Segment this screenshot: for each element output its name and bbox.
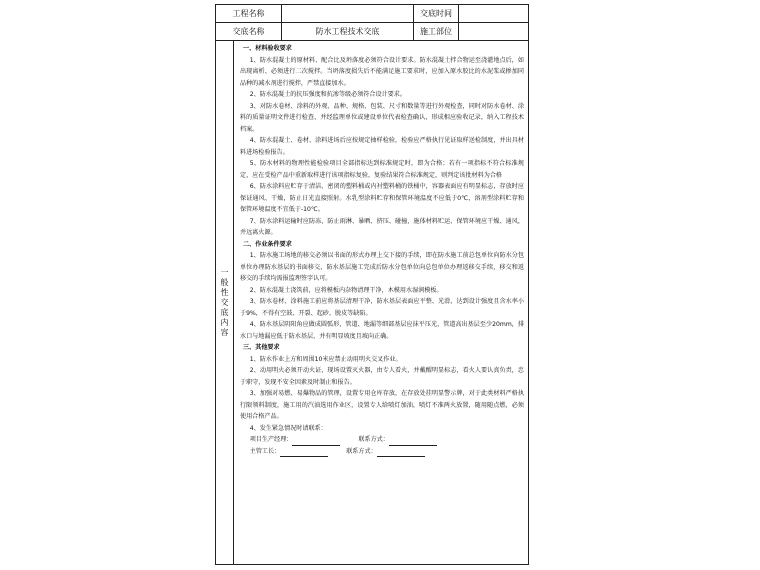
section-paragraph: 1、防水混凝土的原材料、配合比及坍落度必须符合设计要求。防水混凝土拌合物运至浇灌地点后，如出现离析、必须进行二次搅拌。当坍落度损失后不能满足施工要求时，应加入原水胶比的水泥浆或掺加同品种的减水剂进行搅拌，严禁直接加水。 (240, 56, 524, 87)
foreman-blank[interactable] (280, 448, 328, 457)
date-label: 交底时间 (414, 5, 459, 23)
contact-label: 联系方式： (346, 447, 377, 455)
contact-label: 联系方式： (358, 436, 389, 443)
contact-line-2 (240, 446, 524, 458)
section-paragraph: 3、加强对易燃、易爆物品的管理，设置专用仓库存放，在存放处挂明显警示牌，对于此类材料严格执行限领料制度，施工用的汽油选用作业区，设置专人给喷灯加油，喷灯不准两火放置，随用随点燃，必须使用合格产品。 (240, 390, 524, 420)
side-char: 交 (220, 297, 229, 307)
section-paragraph: 4、发生紧急情况时请联系： (249, 424, 327, 432)
topic-label: 交底名称 (216, 23, 282, 41)
project-name-label: 工程名称 (216, 5, 282, 23)
side-char: 底 (220, 307, 229, 317)
side-label (216, 41, 234, 565)
part-label: 施工部位 (414, 23, 459, 41)
production-manager-label: 项目生产经理： (249, 436, 293, 443)
content-sections (240, 43, 524, 434)
section-paragraph: 2、防水混凝土的抗压强度和抗渗等级必须符合设计要求。 (249, 91, 406, 98)
side-char: 容 (220, 327, 229, 337)
header-row-1 (216, 5, 529, 23)
project-name-value (282, 5, 414, 23)
section-paragraph: 4、防水混凝土、卷材、涂料进场后应按规定抽样检验，检验应严格执行见证取样送检制度，并出具材料进场检验报告。 (240, 137, 524, 156)
content-body (234, 41, 529, 565)
section-paragraph: 5、防水材料的物理性能检验项目全部指标达到标准规定时，即为合格；若有一项指标不符合标准规定，应在受检产品中重新取样进行该项指标复验，复验结果符合标准规定，则判定该批材料为合格 (240, 160, 524, 179)
production-manager-blank[interactable] (292, 437, 340, 446)
topic-value: 防水工程技术交底 (282, 23, 414, 41)
section-heading: 一、材料验收要求 (243, 45, 292, 52)
header-row-2 (216, 23, 529, 41)
foreman-phone-blank[interactable] (377, 448, 425, 457)
side-char: 性 (220, 287, 229, 297)
disclosure-form (215, 4, 528, 566)
section-paragraph: 7、防水涂料运输时应防冻，防止雨淋、暴晒、挤压、碰撞，施体材料贮运、保管环境应干燥、通风，并远离火源。 (240, 217, 524, 236)
section-paragraph: 3、防水卷材、涂料施工前应将基层清理干净，防水基层表面应平整、光滑，达到设计强度且含水率小于9%，不得有空鼓、开裂、起砂、脱皮等缺陷。 (240, 298, 524, 317)
section-paragraph: 1、防水施工场地的移交必须以书面的形式办理上交下接的手续，即在防水施工前总包单位向防水分包单位办理防水基层的书面移交，防水基层施工完成后防水分包单位向总包单位办理返移交手续，移交和返移交的手续均需报监理签字认可。 (240, 252, 524, 282)
section-paragraph: 4、防水基层阴阳角应做成圆弧形，管道、地漏等细部基层应抹平压光，管道高出基层至少20mm，排水口与地漏应低于防水基层，并有明显坡度且坡向正确。 (240, 321, 524, 340)
foreman-label: 主管工长： (249, 447, 281, 455)
section-paragraph: 3、对防水卷材、涂料的外观、品种、规格、包装、尺寸和数量等进行外观检查，同时对防水卷材、涂料的质量证明文件进行检查，并经监理单位或建设单位代表检查确认，形成相应验收记录，纳入工程技术档案。 (240, 102, 524, 133)
side-char: 内 (220, 317, 229, 327)
part-value (459, 23, 529, 41)
section-heading: 二、作业条件要求 (243, 240, 292, 248)
date-value (459, 5, 529, 23)
side-char: 般 (220, 277, 229, 287)
side-char: 一 (220, 267, 229, 277)
production-manager-phone-blank[interactable] (389, 437, 437, 446)
section-paragraph: 2、防水混凝土浇筑前，应将模板内杂物清理干净，木模用水湿润模板。 (249, 286, 443, 294)
section-paragraph: 2、动用明火必须开动火证，现场设置灭火器，由专人看火，并戴醒明显标志，看火人要认真负责，忠于职守，发现不安全因素及时制止和报告。 (240, 367, 524, 386)
form-table (215, 4, 529, 565)
section-paragraph: 1、防水作业上方和周围10米应禁止动用明火交叉作业。 (249, 355, 402, 363)
section-paragraph: 6、防水涂料应贮存于清洁、密闭的塑料桶或内衬塑料桶的铁桶中，容器表面应有明显标志，存放时应保证通风、干燥，防止日光直接照射。水乳型涂料贮存和保管环境温度不应低于0℃，溶剂型涂料贮存和保管环境温度不宜低于-10℃。 (240, 183, 524, 213)
contact-line-1 (240, 434, 524, 446)
section-heading: 三、其他要求 (243, 344, 280, 351)
content-row (216, 41, 529, 565)
